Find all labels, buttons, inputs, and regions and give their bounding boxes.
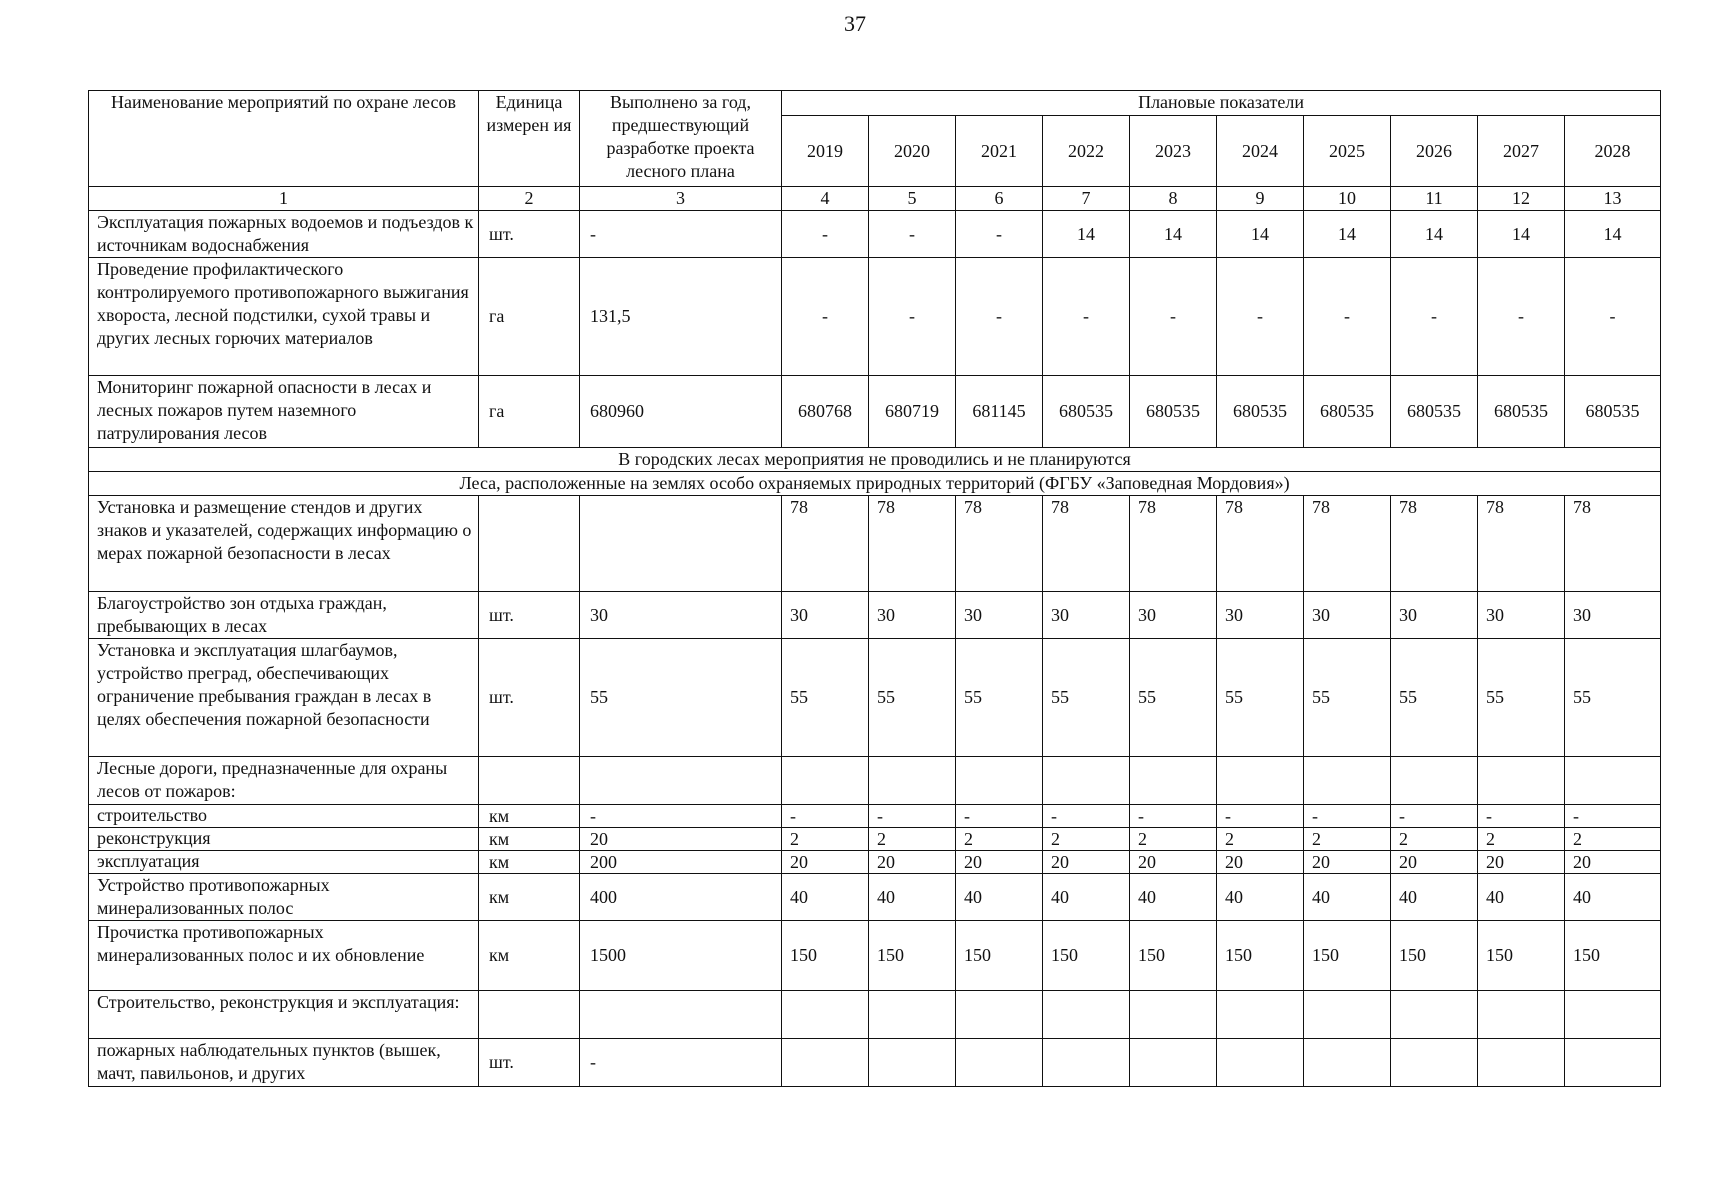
header-year-2026: 2026	[1391, 116, 1478, 187]
row-plan-cell: -	[1565, 258, 1661, 376]
row-plan-cell: 78	[782, 496, 869, 592]
row-plan-cell: 78	[1391, 496, 1478, 592]
row-plan-cell: -	[782, 805, 869, 828]
row-name-cell: Строительство, реконструкция и эксплуатация:	[89, 991, 479, 1039]
row-unit-cell: шт.	[479, 211, 580, 258]
row-plan-cell: 30	[1565, 592, 1661, 639]
row-plan-cell: 20	[1304, 851, 1391, 874]
row-plan-cell: 2	[1043, 828, 1130, 851]
row-plan-cell: -	[956, 805, 1043, 828]
row-plan-cell: 2	[782, 828, 869, 851]
row-plan-cell: -	[1304, 258, 1391, 376]
row-plan-cell: 680535	[1043, 376, 1130, 448]
row-plan-cell: 2	[1130, 828, 1217, 851]
row-plan-cell: -	[1217, 258, 1304, 376]
row-plan-cell: -	[1391, 805, 1478, 828]
row-plan-cell: 55	[1043, 639, 1130, 757]
header-year-2027: 2027	[1478, 116, 1565, 187]
header-year-2020: 2020	[869, 116, 956, 187]
table-row	[89, 991, 1661, 1039]
row-plan-cell: 30	[869, 592, 956, 639]
row-done-cell: -	[580, 805, 782, 828]
row-unit-cell	[479, 757, 580, 805]
row-plan-cell: -	[1130, 805, 1217, 828]
row-plan-cell: 14	[1304, 211, 1391, 258]
row-plan-cell: 20	[1565, 851, 1661, 874]
row-plan-cell: -	[1043, 258, 1130, 376]
section-city-forests-cell: В городских лесах мероприятия не проводились и не планируются	[89, 448, 1661, 472]
row-plan-cell: -	[1217, 805, 1304, 828]
row-name-cell: Эксплуатация пожарных водоемов и подъездов к источникам водоснабжения	[89, 211, 479, 258]
header-plan: Плановые показатели	[782, 91, 1661, 116]
column-number-cell: 10	[1304, 187, 1391, 211]
row-plan-cell: -	[1478, 805, 1565, 828]
row-plan-cell: -	[1565, 805, 1661, 828]
row-name-cell: Прочистка противопожарных минерализованных полос и их обновление	[89, 921, 479, 991]
row-plan-cell	[782, 991, 869, 1039]
row-plan-cell: -	[869, 805, 956, 828]
row-done-cell: 1500	[580, 921, 782, 991]
row-plan-cell: 40	[1391, 874, 1478, 921]
table-row	[89, 1039, 1661, 1087]
table-row	[89, 211, 1661, 258]
row-plan-cell: 14	[1391, 211, 1478, 258]
row-done-cell: 30	[580, 592, 782, 639]
row-plan-cell	[1043, 757, 1130, 805]
row-unit-cell	[479, 991, 580, 1039]
row-plan-cell: -	[956, 258, 1043, 376]
row-name-cell: Установка и эксплуатация шлагбаумов, устройство преград, обеспечивающих ограничение пребывания граждан в лесах в целях обеспечения пожарной безопасности	[89, 639, 479, 757]
row-plan-cell: 680768	[782, 376, 869, 448]
row-plan-cell: 150	[956, 921, 1043, 991]
header-year-2028: 2028	[1565, 116, 1661, 187]
row-plan-cell: 14	[1565, 211, 1661, 258]
row-unit-cell: км	[479, 851, 580, 874]
row-name-cell: пожарных наблюдательных пунктов (вышек, мачт, павильонов, и других	[89, 1039, 479, 1087]
row-plan-cell	[1130, 1039, 1217, 1087]
row-plan-cell	[1304, 1039, 1391, 1087]
row-plan-cell: 30	[1130, 592, 1217, 639]
row-plan-cell: 30	[1217, 592, 1304, 639]
forest-protection-table	[88, 90, 1661, 1087]
table-row	[89, 258, 1661, 376]
row-plan-cell: 30	[782, 592, 869, 639]
row-unit-cell: шт.	[479, 1039, 580, 1087]
row-plan-cell: 20	[1217, 851, 1304, 874]
row-plan-cell: 78	[1478, 496, 1565, 592]
row-plan-cell: 14	[1130, 211, 1217, 258]
row-plan-cell: 55	[1565, 639, 1661, 757]
row-plan-cell: -	[782, 211, 869, 258]
row-plan-cell: 40	[1565, 874, 1661, 921]
row-done-cell: 55	[580, 639, 782, 757]
row-name-cell: эксплуатация	[89, 851, 479, 874]
row-plan-cell	[1043, 991, 1130, 1039]
row-plan-cell: 55	[1217, 639, 1304, 757]
table-body	[89, 211, 1661, 1087]
section-city-forests	[89, 448, 1661, 472]
column-number-cell: 2	[479, 187, 580, 211]
row-name-cell: строительство	[89, 805, 479, 828]
row-plan-cell	[782, 1039, 869, 1087]
row-plan-cell: 55	[869, 639, 956, 757]
row-plan-cell: 150	[1130, 921, 1217, 991]
row-plan-cell	[1391, 1039, 1478, 1087]
row-plan-cell	[1130, 757, 1217, 805]
row-done-cell	[580, 496, 782, 592]
row-plan-cell: 150	[1217, 921, 1304, 991]
row-plan-cell: 14	[1478, 211, 1565, 258]
row-plan-cell: -	[782, 258, 869, 376]
row-unit-cell: га	[479, 376, 580, 448]
row-plan-cell: 78	[1130, 496, 1217, 592]
header-year-2023: 2023	[1130, 116, 1217, 187]
row-plan-cell: 680535	[1565, 376, 1661, 448]
section-reserve-forests-cell: Леса, расположенные на землях особо охраняемых природных территорий (ФГБУ «Заповедная Мордовия»)	[89, 472, 1661, 496]
row-plan-cell: 14	[1217, 211, 1304, 258]
row-unit-cell: км	[479, 874, 580, 921]
row-plan-cell	[1304, 757, 1391, 805]
header-year-2021: 2021	[956, 116, 1043, 187]
row-done-cell: 680960	[580, 376, 782, 448]
row-plan-cell: 2	[1391, 828, 1478, 851]
row-plan-cell: 14	[1043, 211, 1130, 258]
column-number-cell: 5	[869, 187, 956, 211]
header-year-2024: 2024	[1217, 116, 1304, 187]
row-done-cell: 400	[580, 874, 782, 921]
row-plan-cell: 30	[1478, 592, 1565, 639]
row-plan-cell	[956, 757, 1043, 805]
row-plan-cell: 150	[1043, 921, 1130, 991]
table-row	[89, 757, 1661, 805]
row-plan-cell	[1217, 991, 1304, 1039]
row-plan-cell: 20	[1478, 851, 1565, 874]
row-done-cell: 200	[580, 851, 782, 874]
row-plan-cell	[1217, 1039, 1304, 1087]
row-name-cell: Лесные дороги, предназначенные для охраны лесов от пожаров:	[89, 757, 479, 805]
row-plan-cell: 150	[1478, 921, 1565, 991]
row-unit-cell: км	[479, 805, 580, 828]
column-number-cell: 12	[1478, 187, 1565, 211]
column-number-cell: 4	[782, 187, 869, 211]
row-plan-cell: 78	[1043, 496, 1130, 592]
row-plan-cell: -	[1478, 258, 1565, 376]
column-number-cell: 8	[1130, 187, 1217, 211]
row-plan-cell: 2	[1217, 828, 1304, 851]
row-plan-cell: 30	[1043, 592, 1130, 639]
row-done-cell: 20	[580, 828, 782, 851]
row-plan-cell	[1391, 991, 1478, 1039]
row-plan-cell: 20	[869, 851, 956, 874]
row-name-cell: Устройство противопожарных минерализованных полос	[89, 874, 479, 921]
row-plan-cell: 2	[956, 828, 1043, 851]
row-plan-cell: 55	[1304, 639, 1391, 757]
table-row	[89, 805, 1661, 828]
page-number: 37	[844, 11, 866, 36]
row-plan-cell: 680535	[1391, 376, 1478, 448]
row-plan-cell: 30	[956, 592, 1043, 639]
header-year-2025: 2025	[1304, 116, 1391, 187]
row-plan-cell	[1565, 991, 1661, 1039]
row-plan-cell	[956, 1039, 1043, 1087]
row-plan-cell: 150	[782, 921, 869, 991]
row-done-cell: 131,5	[580, 258, 782, 376]
row-plan-cell: 20	[1130, 851, 1217, 874]
row-plan-cell: 40	[956, 874, 1043, 921]
row-plan-cell: -	[1130, 258, 1217, 376]
row-plan-cell: 680719	[869, 376, 956, 448]
row-plan-cell: 2	[1565, 828, 1661, 851]
row-plan-cell: 40	[1130, 874, 1217, 921]
row-unit-cell	[479, 496, 580, 592]
row-plan-cell: 680535	[1304, 376, 1391, 448]
header-name: Наименование мероприятий по охране лесов	[89, 91, 479, 187]
row-plan-cell: 40	[1478, 874, 1565, 921]
table-row	[89, 496, 1661, 592]
row-plan-cell: 55	[1478, 639, 1565, 757]
row-plan-cell: 40	[869, 874, 956, 921]
row-unit-cell: км	[479, 921, 580, 991]
row-plan-cell: 20	[956, 851, 1043, 874]
row-plan-cell: -	[869, 211, 956, 258]
column-number-row	[89, 187, 1661, 211]
row-plan-cell: 150	[1565, 921, 1661, 991]
row-plan-cell: -	[1043, 805, 1130, 828]
row-plan-cell: 30	[1304, 592, 1391, 639]
row-done-cell	[580, 757, 782, 805]
row-plan-cell: 40	[1217, 874, 1304, 921]
table-row	[89, 592, 1661, 639]
row-plan-cell: 40	[782, 874, 869, 921]
header-year-2019: 2019	[782, 116, 869, 187]
column-number-cell: 7	[1043, 187, 1130, 211]
row-plan-cell	[1565, 1039, 1661, 1087]
row-plan-cell: -	[869, 258, 956, 376]
row-plan-cell: 40	[1043, 874, 1130, 921]
row-plan-cell: 150	[869, 921, 956, 991]
row-plan-cell: -	[1304, 805, 1391, 828]
header-done: Выполнено за год, предшествующий разработке проекта лесного плана	[580, 91, 782, 187]
header-unit: Единица измерен ия	[479, 91, 580, 187]
row-plan-cell: 78	[1304, 496, 1391, 592]
column-number-cell: 13	[1565, 187, 1661, 211]
row-plan-cell	[1478, 1039, 1565, 1087]
row-done-cell: -	[580, 1039, 782, 1087]
row-plan-cell: 150	[1391, 921, 1478, 991]
row-plan-cell	[1217, 757, 1304, 805]
row-plan-cell: 2	[1478, 828, 1565, 851]
table-row	[89, 921, 1661, 991]
row-plan-cell: 20	[782, 851, 869, 874]
table-row	[89, 828, 1661, 851]
row-plan-cell: 55	[956, 639, 1043, 757]
row-plan-cell	[956, 991, 1043, 1039]
row-name-cell: Установка и размещение стендов и других знаков и указателей, содержащих информацию о мерах пожарной безопасности в лесах	[89, 496, 479, 592]
row-unit-cell: шт.	[479, 639, 580, 757]
row-name-cell: Проведение профилактического контролируемого противопожарного выжигания хвороста, лесной подстилки, сухой травы и других лесных горючих материалов	[89, 258, 479, 376]
row-plan-cell	[869, 757, 956, 805]
row-plan-cell: 680535	[1217, 376, 1304, 448]
section-reserve-forests	[89, 472, 1661, 496]
row-plan-cell: 2	[869, 828, 956, 851]
column-number-cell: 6	[956, 187, 1043, 211]
row-plan-cell: 30	[1391, 592, 1478, 639]
row-plan-cell	[1478, 991, 1565, 1039]
row-unit-cell: км	[479, 828, 580, 851]
row-plan-cell	[1391, 757, 1478, 805]
column-number-cell: 11	[1391, 187, 1478, 211]
row-name-cell: Благоустройство зон отдыха граждан, пребывающих в лесах	[89, 592, 479, 639]
row-plan-cell: 55	[1391, 639, 1478, 757]
row-name-cell: Мониторинг пожарной опасности в лесах и лесных пожаров путем наземного патрулирования лесов	[89, 376, 479, 448]
row-plan-cell: 150	[1304, 921, 1391, 991]
row-plan-cell: 78	[956, 496, 1043, 592]
row-plan-cell: 680535	[1478, 376, 1565, 448]
column-number-cell: 1	[89, 187, 479, 211]
row-plan-cell	[1478, 757, 1565, 805]
row-plan-cell: 20	[1391, 851, 1478, 874]
header-year-2022: 2022	[1043, 116, 1130, 187]
table-row	[89, 639, 1661, 757]
row-name-cell: реконструкция	[89, 828, 479, 851]
column-number-cell: 9	[1217, 187, 1304, 211]
row-plan-cell	[1304, 991, 1391, 1039]
row-done-cell	[580, 991, 782, 1039]
row-plan-cell: 78	[1217, 496, 1304, 592]
table-row	[89, 851, 1661, 874]
row-plan-cell	[1565, 757, 1661, 805]
row-plan-cell: 2	[1304, 828, 1391, 851]
row-plan-cell: -	[956, 211, 1043, 258]
row-done-cell: -	[580, 211, 782, 258]
row-plan-cell	[869, 991, 956, 1039]
column-number-cell: 3	[580, 187, 782, 211]
row-plan-cell: 40	[1304, 874, 1391, 921]
row-plan-cell	[869, 1039, 956, 1087]
row-plan-cell	[782, 757, 869, 805]
table-row	[89, 376, 1661, 448]
row-plan-cell: 55	[1130, 639, 1217, 757]
row-plan-cell: 78	[869, 496, 956, 592]
row-unit-cell: га	[479, 258, 580, 376]
row-plan-cell	[1043, 1039, 1130, 1087]
row-plan-cell: 20	[1043, 851, 1130, 874]
row-plan-cell: 681145	[956, 376, 1043, 448]
row-plan-cell: 78	[1565, 496, 1661, 592]
row-plan-cell: -	[1391, 258, 1478, 376]
row-unit-cell: шт.	[479, 592, 580, 639]
row-plan-cell: 55	[782, 639, 869, 757]
row-plan-cell: 680535	[1130, 376, 1217, 448]
row-plan-cell	[1130, 991, 1217, 1039]
table-row	[89, 874, 1661, 921]
